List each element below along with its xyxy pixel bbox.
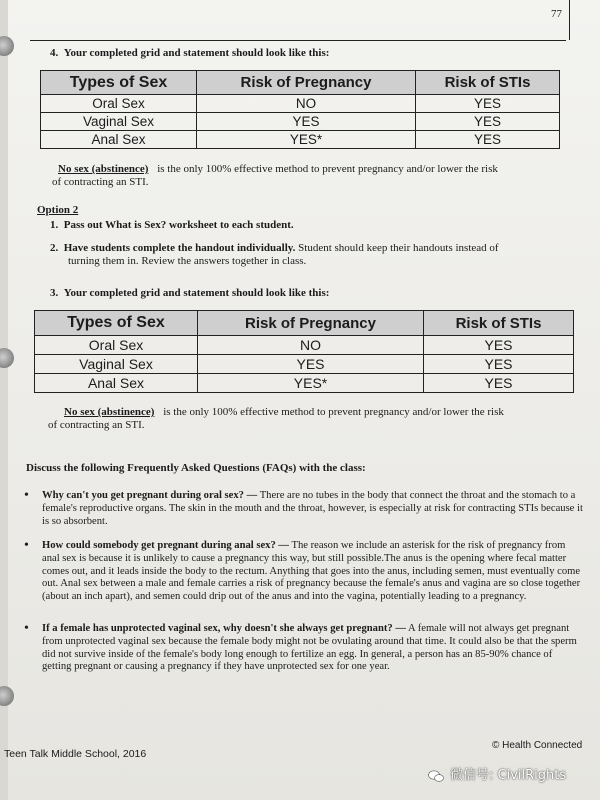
table-row xyxy=(35,336,574,355)
statement-2 xyxy=(48,406,578,432)
faq-answer: The reason we include an asterisk for the risk of pregnancy from anal sex is because it is unlikely to cause a pregnancy this way, but still possible.The anus is the opening where fecal matter comes out, and it leads inside the body to the rectum. Anything that goes into the anus, including semen, must eventually come out. Anal sex between a male and female carries a risk of pregnancy because the female's anus and vagina are so close together (about an inch apart), and semen could drip out of the anus and into the vagina, potentially leading to a pregnancy. xyxy=(42,540,581,603)
option2-step-2 xyxy=(50,242,560,268)
step-text: Your completed grid and statement should look like this: xyxy=(63,47,330,59)
step-number: 1. xyxy=(50,219,59,231)
binder-ring-middle xyxy=(0,348,14,368)
faq-answer: There are no tubes in the body that connect the throat and the stomach to a female's reproductive organs. The skin in the mouth and the throat, however, is especially at risk for contracting STIs because it is so absorbent. xyxy=(42,490,583,527)
statement-answer: No sex (abstinence) xyxy=(64,406,155,418)
step-bold-text: Pass out What is Sex? worksheet to each student. xyxy=(63,219,294,231)
footer-copyright: © Health Connected xyxy=(492,740,583,751)
cell-sti-risk: YES xyxy=(416,95,560,113)
step-number: 3. xyxy=(50,287,59,299)
header-vertical-rule xyxy=(569,0,570,40)
step-number: 4. xyxy=(50,47,59,59)
table-row xyxy=(35,355,574,374)
statement-1 xyxy=(52,163,572,189)
cell-sti-risk: YES xyxy=(416,113,560,131)
footer-school: Teen Talk Middle School, 2016 xyxy=(4,748,147,760)
step-4 xyxy=(50,47,329,60)
watermark xyxy=(428,764,566,783)
wechat-icon xyxy=(428,770,444,782)
cell-sex-type: Anal Sex xyxy=(35,374,198,393)
faq-item-3 xyxy=(24,623,584,674)
cell-sti-risk: YES xyxy=(424,355,574,374)
cell-pregnancy-risk: YES xyxy=(197,113,416,131)
faq-question: How could somebody get pregnant during anal sex? — xyxy=(42,540,290,551)
step-text: Student should keep their handouts instead of xyxy=(295,242,499,254)
statement-answer: No sex (abstinence) xyxy=(58,163,149,175)
step-bold-text: Have students complete the handout individually. xyxy=(63,242,296,254)
statement-continued: of contracting an STI. xyxy=(52,176,149,188)
watermark-text: 微信号: CivilRights xyxy=(450,768,567,783)
faq-intro: Discuss the following Frequently Asked Questions (FAQs) with the class: xyxy=(26,462,366,474)
binder-ring-bottom xyxy=(0,686,14,706)
step-bold-text: Your completed grid and statement should look like this: xyxy=(63,287,330,299)
risk-table-2 xyxy=(34,310,574,393)
faq-item-2 xyxy=(24,540,584,604)
cell-pregnancy-risk: NO xyxy=(198,336,424,355)
option-2-heading: Option 2 xyxy=(37,204,79,216)
binder-ring-top xyxy=(0,36,14,56)
header-types-of-sex: Types of Sex xyxy=(35,311,198,336)
faq-answer: A female will not always get pregnant from unprotected vaginal sex because the female body might not be ovulating around that time. It could also be that the sperm did not survive inside of the female's body long enough to fertilize an egg. In general, a person has an 85-90% chance of getting pregnant or causing a pregnancy if they have unprotected sex for one year. xyxy=(42,623,577,673)
cell-sti-risk: YES xyxy=(424,374,574,393)
page-number: 77 xyxy=(551,8,562,20)
option2-step-1 xyxy=(50,219,294,232)
header-risk-of-stis: Risk of STIs xyxy=(416,71,560,95)
cell-pregnancy-risk: YES xyxy=(198,355,424,374)
faq-question: Why can't you get pregnant during oral sex? — xyxy=(42,490,258,501)
faq-item-1 xyxy=(24,490,584,528)
table-row xyxy=(41,131,560,149)
header-risk-of-pregnancy: Risk of Pregnancy xyxy=(198,311,424,336)
cell-sex-type: Vaginal Sex xyxy=(41,113,197,131)
cell-sti-risk: YES xyxy=(416,131,560,149)
bullet-icon: • xyxy=(24,488,29,503)
cell-sex-type: Oral Sex xyxy=(41,95,197,113)
statement-text: is the only 100% effective method to prevent pregnancy and/or lower the risk xyxy=(163,406,504,418)
cell-sex-type: Vaginal Sex xyxy=(35,355,198,374)
header-risk-of-pregnancy: Risk of Pregnancy xyxy=(197,71,416,95)
bullet-icon: • xyxy=(24,621,29,636)
table-row xyxy=(35,374,574,393)
cell-sex-type: Oral Sex xyxy=(35,336,198,355)
step-number: 2. xyxy=(50,242,59,254)
table-row xyxy=(41,113,560,131)
cell-sti-risk: YES xyxy=(424,336,574,355)
bullet-icon: • xyxy=(24,538,29,553)
header-rule xyxy=(30,40,566,41)
risk-table-1 xyxy=(40,70,560,149)
cell-pregnancy-risk: YES* xyxy=(197,131,416,149)
option2-step-3 xyxy=(50,287,329,300)
cell-sex-type: Anal Sex xyxy=(41,131,197,149)
statement-text: is the only 100% effective method to prevent pregnancy and/or lower the risk xyxy=(157,163,498,175)
cell-pregnancy-risk: NO xyxy=(197,95,416,113)
step-text-continued: turning them in. Review the answers together in class. xyxy=(68,255,307,267)
binder-edge xyxy=(0,0,8,800)
header-types-of-sex: Types of Sex xyxy=(41,71,197,95)
faq-question: If a female has unprotected vaginal sex, why doesn't she always get pregnant? — xyxy=(42,623,406,634)
statement-continued: of contracting an STI. xyxy=(48,419,145,431)
header-risk-of-stis: Risk of STIs xyxy=(424,311,574,336)
cell-pregnancy-risk: YES* xyxy=(198,374,424,393)
table-row xyxy=(41,95,560,113)
